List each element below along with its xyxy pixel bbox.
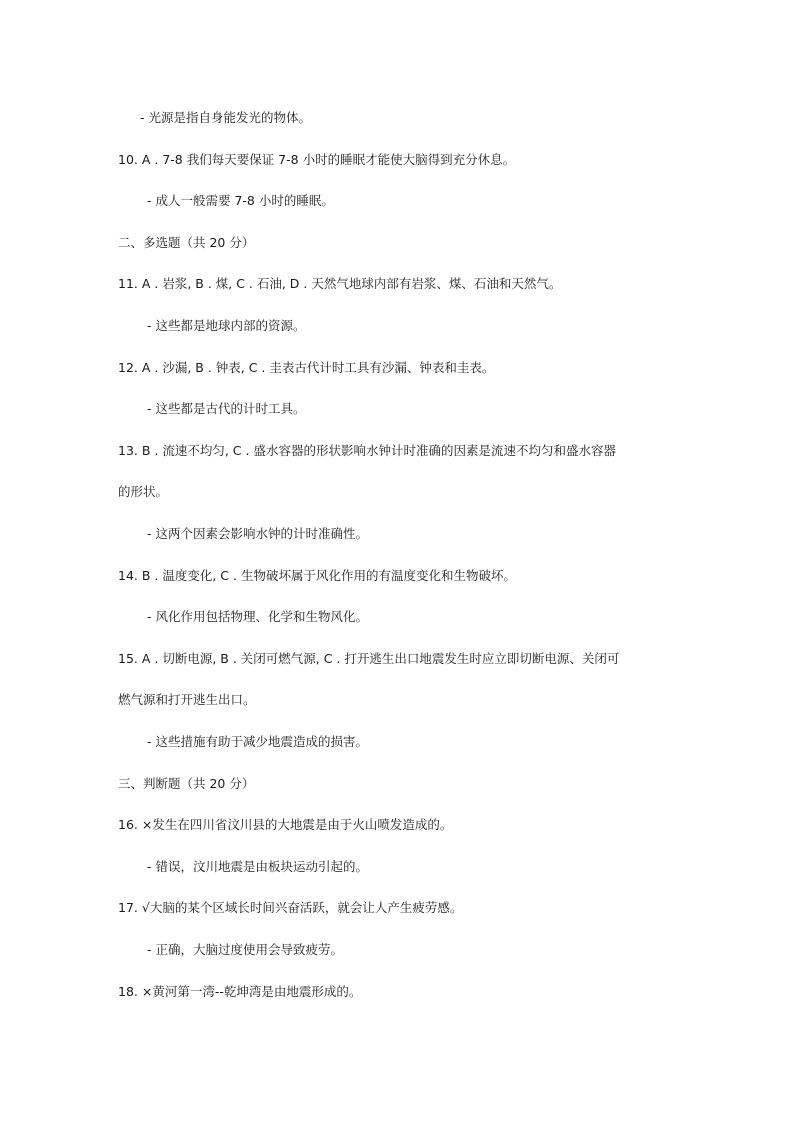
question-17-answer: 17. √大脑的某个区域长时间兴奋活跃，就会让人产生疲劳感。 bbox=[118, 900, 463, 915]
answer-note: - 正确，大脑过度使用会导致疲劳。 bbox=[147, 942, 343, 957]
question-14-answer: 14. B . 温度变化, C . 生物破坏属于风化作用的有温度变化和生物破坏。 bbox=[118, 568, 516, 583]
question-10-answer: 10. A . 7-8 我们每天要保证 7-8 小时的睡眠才能使大脑得到充分休息。 bbox=[118, 152, 516, 167]
answer-note: - 这些措施有助于减少地震造成的损害。 bbox=[147, 734, 368, 749]
question-18-answer: 18. ×黄河第一湾--乾坤湾是由地震形成的。 bbox=[118, 984, 362, 999]
question-15-answer-cont: 燃气源和打开逃生出口。 bbox=[118, 692, 256, 707]
section-heading-multiple-choice: 二、多选题（共 20 分） bbox=[118, 235, 255, 250]
answer-note: - 错误，汶川地震是由板块运动引起的。 bbox=[147, 859, 368, 874]
question-15-answer: 15. A . 切断电源, B . 关闭可燃气源, C . 打开逃生出口地震发生时应立即切断电源、关闭可 bbox=[118, 651, 620, 666]
answer-note: - 这些都是地球内部的资源。 bbox=[147, 318, 306, 333]
answer-note: - 光源是指自身能发光的物体。 bbox=[140, 110, 311, 125]
question-12-answer: 12. A . 沙漏, B . 钟表, C . 圭表古代计时工具有沙漏、钟表和圭表。 bbox=[118, 360, 495, 375]
answer-note: - 风化作用包括物理、化学和生物风化。 bbox=[147, 609, 368, 624]
section-heading-true-false: 三、判断题（共 20 分） bbox=[118, 776, 255, 791]
question-13-answer: 13. B . 流速不均匀, C . 盛水容器的形状影响水钟计时准确的因素是流速不均匀和盛水容器 bbox=[118, 443, 616, 458]
question-16-answer: 16. ×发生在四川省汶川县的大地震是由于火山喷发造成的。 bbox=[118, 817, 453, 832]
answer-note: - 成人一般需要 7-8 小时的睡眠。 bbox=[147, 193, 334, 208]
question-13-answer-cont: 的形状。 bbox=[118, 484, 169, 499]
answer-note: - 这些都是古代的计时工具。 bbox=[147, 401, 306, 416]
answer-note: - 这两个因素会影响水钟的计时准确性。 bbox=[147, 526, 368, 541]
question-11-answer: 11. A . 岩浆, B . 煤, C . 石油, D . 天然气地球内部有岩浆、煤、石油和天然气。 bbox=[118, 276, 562, 291]
